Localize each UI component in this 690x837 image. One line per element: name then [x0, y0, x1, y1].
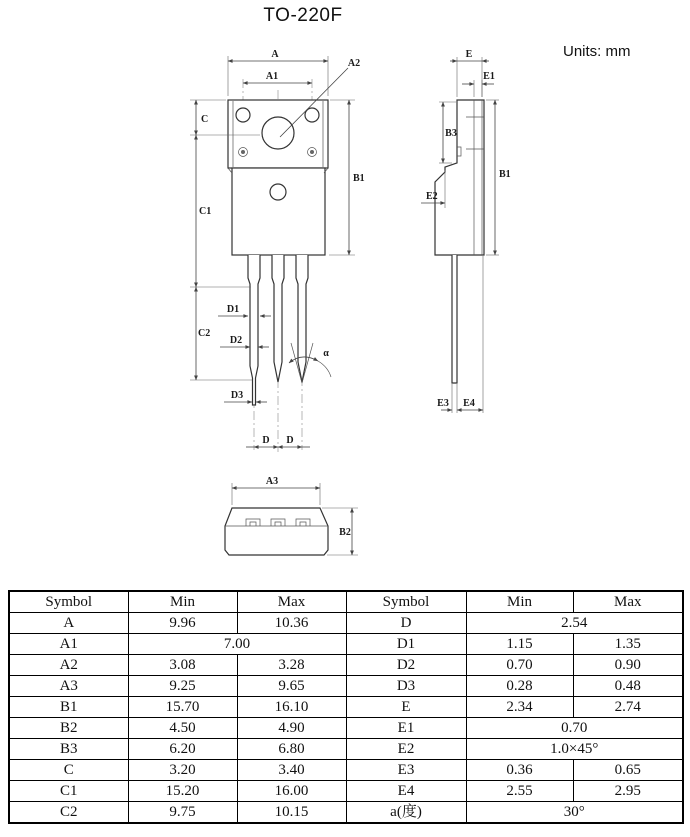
body-dimple [270, 184, 286, 200]
dimension-table [8, 590, 684, 824]
table-row [9, 802, 683, 824]
dim-label-B1-side: B1 [499, 169, 511, 180]
table-row [9, 613, 683, 634]
dim-label-C: C [201, 114, 209, 125]
dim-label-B1-front: B1 [353, 173, 365, 184]
symbol-cell: A2 [9, 655, 128, 676]
header-cell: Max [573, 591, 683, 613]
min-cell: 4.50 [128, 718, 237, 739]
page-title: TO-220F [263, 5, 343, 26]
min-cell: 2.34 [466, 697, 573, 718]
min-cell: 15.20 [128, 781, 237, 802]
symbol-cell: C [9, 760, 128, 781]
dim-label-C2: C2 [198, 328, 211, 339]
units-label: Units: mm [563, 43, 631, 60]
merged-value-cell: 1.0×45° [466, 739, 683, 760]
merged-value-cell: 2.54 [466, 613, 683, 634]
max-cell: 0.90 [573, 655, 683, 676]
header-cell: Symbol [346, 591, 466, 613]
symbol-cell: C1 [9, 781, 128, 802]
dim-label-D1: D1 [226, 304, 240, 315]
min-cell: 9.75 [128, 802, 237, 824]
dim-label-D3: D3 [230, 390, 244, 401]
symbol-cell: B1 [9, 697, 128, 718]
max-cell: 9.65 [237, 676, 346, 697]
dim-label-A: A [271, 49, 279, 60]
merged-value-cell: 30° [466, 802, 683, 824]
symbol-cell: E2 [346, 739, 466, 760]
max-cell: 10.36 [237, 613, 346, 634]
symbol-cell: D3 [346, 676, 466, 697]
max-cell: 3.40 [237, 760, 346, 781]
lead-3 [296, 255, 308, 382]
front-body-outline [232, 168, 325, 255]
min-cell: 0.36 [466, 760, 573, 781]
table-row [9, 634, 683, 655]
dim-label-E: E [465, 49, 473, 60]
mounting-hole-right [305, 108, 319, 122]
symbol-cell: E [346, 697, 466, 718]
mounting-hole-left [236, 108, 250, 122]
side-lead [452, 255, 457, 383]
table-row [9, 718, 683, 739]
dim-label-E3: E3 [437, 398, 449, 409]
max-cell: 0.65 [573, 760, 683, 781]
dim-label-D2: D2 [229, 335, 243, 346]
symbol-cell: C2 [9, 802, 128, 824]
min-cell: 9.96 [128, 613, 237, 634]
symbol-cell: D [346, 613, 466, 634]
symbol-cell: E1 [346, 718, 466, 739]
table-header-row [9, 591, 683, 613]
header-cell: Min [128, 591, 237, 613]
max-cell: 10.15 [237, 802, 346, 824]
merged-value-cell: 0.70 [466, 718, 683, 739]
max-cell: 16.00 [237, 781, 346, 802]
min-cell: 1.15 [466, 634, 573, 655]
table-row [9, 760, 683, 781]
header-cell: Symbol [9, 591, 128, 613]
table-row [9, 655, 683, 676]
max-cell: 3.28 [237, 655, 346, 676]
header-cell: Min [466, 591, 573, 613]
symbol-cell: A [9, 613, 128, 634]
dim-label-D-right: D [286, 435, 294, 446]
dim-label-A1: A1 [265, 71, 279, 82]
symbol-cell: D1 [346, 634, 466, 655]
merged-value-cell: 7.00 [128, 634, 346, 655]
dim-label-alpha: α [323, 348, 329, 359]
max-cell: 2.95 [573, 781, 683, 802]
dim-label-A3: A3 [265, 476, 279, 487]
max-cell: 16.10 [237, 697, 346, 718]
max-cell: 0.48 [573, 676, 683, 697]
side-view [421, 49, 511, 413]
dim-label-E4: E4 [463, 398, 475, 409]
bottom-body-outline [225, 508, 328, 555]
symbol-cell: B3 [9, 739, 128, 760]
min-cell: 3.08 [128, 655, 237, 676]
table-row [9, 676, 683, 697]
min-cell: 15.70 [128, 697, 237, 718]
bottom-view [225, 476, 358, 555]
min-cell: 0.70 [466, 655, 573, 676]
symbol-cell: A3 [9, 676, 128, 697]
header-cell: Max [237, 591, 346, 613]
symbol-cell: B2 [9, 718, 128, 739]
lead-1 [248, 255, 260, 405]
max-cell: 1.35 [573, 634, 683, 655]
max-cell: 4.90 [237, 718, 346, 739]
min-cell: 2.55 [466, 781, 573, 802]
symbol-cell: E3 [346, 760, 466, 781]
lead-2 [272, 255, 284, 382]
side-body-outline [435, 100, 484, 255]
front-view [190, 49, 365, 452]
max-cell: 2.74 [573, 697, 683, 718]
symbol-cell: a(度) [346, 802, 466, 824]
dim-label-B3: B3 [445, 128, 457, 139]
dim-label-E2: E2 [426, 191, 438, 202]
table-row [9, 781, 683, 802]
dim-label-C1: C1 [199, 206, 212, 217]
symbol-cell: D2 [346, 655, 466, 676]
symbol-cell: E4 [346, 781, 466, 802]
max-cell: 6.80 [237, 739, 346, 760]
min-cell: 0.28 [466, 676, 573, 697]
symbol-cell: A1 [9, 634, 128, 655]
dim-label-D-left: D [262, 435, 270, 446]
min-cell: 9.25 [128, 676, 237, 697]
table-row [9, 697, 683, 718]
min-cell: 3.20 [128, 760, 237, 781]
min-cell: 6.20 [128, 739, 237, 760]
table-row [9, 739, 683, 760]
dim-label-A2: A2 [347, 58, 361, 69]
dim-label-B2: B2 [339, 527, 351, 538]
dim-label-E1: E1 [483, 71, 495, 82]
center-mounting-hole [262, 117, 294, 149]
